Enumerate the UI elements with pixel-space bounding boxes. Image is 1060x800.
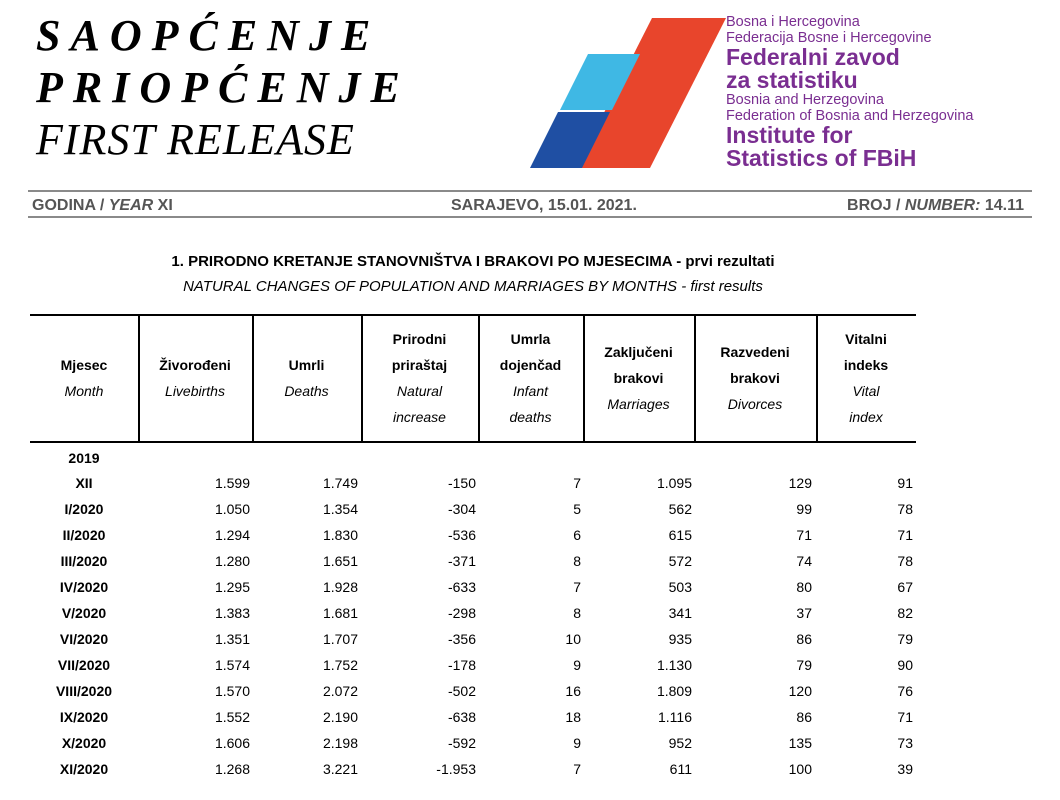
value-cell: 611 xyxy=(669,761,692,777)
logo-line: Federalni zavod xyxy=(726,44,900,70)
value-cell: 1.354 xyxy=(322,501,358,517)
value-cell: 39 xyxy=(897,761,913,777)
column-header xyxy=(816,316,916,440)
value-cell: 1.707 xyxy=(322,631,358,647)
release-title xyxy=(36,10,410,166)
column-header-local: Umrli xyxy=(288,357,325,373)
month-cell: I/2020 xyxy=(64,501,104,517)
logo-line: Bosna i Hercegovina xyxy=(726,14,860,30)
column-header-en: Vital xyxy=(852,383,880,399)
institute-logo-icon xyxy=(520,18,730,168)
table-row xyxy=(30,679,916,705)
table-subtitle: NATURAL CHANGES OF POPULATION AND MARRIAGES BY MONTHS - first results xyxy=(183,278,763,295)
value-cell: 1.752 xyxy=(322,657,358,673)
month-cell: III/2020 xyxy=(60,553,108,569)
month-cell: VII/2020 xyxy=(57,657,111,673)
value-cell: 341 xyxy=(668,605,692,621)
column-header xyxy=(478,316,583,440)
column-header-local: Umrla xyxy=(510,331,551,347)
table-row xyxy=(30,575,916,601)
month-cell: XII xyxy=(75,475,93,491)
value-cell: 71 xyxy=(897,709,913,725)
value-cell: 2.198 xyxy=(322,735,358,751)
year-info: GODINA / YEAR XI xyxy=(32,197,173,214)
month-cell: IV/2020 xyxy=(59,579,109,595)
value-cell: 9 xyxy=(573,735,581,751)
value-cell: 3.221 xyxy=(322,761,358,777)
value-cell: 91 xyxy=(897,475,913,491)
value-cell: 1.383 xyxy=(214,605,250,621)
value-cell: 1.749 xyxy=(322,475,358,491)
column-header-en: Marriages xyxy=(607,396,670,412)
value-cell: 615 xyxy=(668,527,692,543)
value-cell: 76 xyxy=(897,683,913,699)
table-row xyxy=(30,523,916,549)
value-cell: 935 xyxy=(668,631,692,647)
column-header-en: Divorces xyxy=(727,396,783,412)
table-row xyxy=(30,757,916,783)
value-cell: 1.570 xyxy=(214,683,250,699)
value-cell: 1.294 xyxy=(214,527,250,543)
column-header-local: Živorođeni xyxy=(159,357,231,373)
value-cell: 5 xyxy=(573,501,581,517)
column-header-en: Livebirths xyxy=(165,383,225,399)
value-cell: 37 xyxy=(796,605,812,621)
column-header-en: Infant xyxy=(512,383,549,399)
info-bar-top-rule xyxy=(28,190,1032,192)
month-cell: VIII/2020 xyxy=(55,683,113,699)
table-title: 1. PRIRODNO KRETANJE STANOVNIŠTVA I BRAKOVI PO MJESECIMA - prvi rezultati xyxy=(171,253,775,270)
value-cell: 1.651 xyxy=(322,553,358,569)
value-cell: 120 xyxy=(788,683,812,699)
value-cell: -633 xyxy=(447,579,476,595)
value-cell: 952 xyxy=(668,735,692,751)
value-cell: -1.953 xyxy=(436,761,476,777)
logo-line: Statistics of FBiH xyxy=(726,145,917,171)
column-header-en: Month xyxy=(64,383,104,399)
info-bar-bottom-rule xyxy=(28,216,1032,218)
value-cell: 71 xyxy=(897,527,913,543)
column-header-en: increase xyxy=(393,409,446,425)
column-header-local: Razvedeni xyxy=(720,344,790,360)
table-row xyxy=(30,705,916,731)
value-cell: 562 xyxy=(668,501,692,517)
value-cell: 73 xyxy=(897,735,913,751)
value-cell: 10 xyxy=(565,631,581,647)
value-cell: 7 xyxy=(573,475,581,491)
value-cell: 79 xyxy=(796,657,812,673)
column-header-en: deaths xyxy=(509,409,552,425)
column-header-local: priraštaj xyxy=(391,357,448,373)
value-cell: 78 xyxy=(897,553,913,569)
table-row xyxy=(30,549,916,575)
value-cell: 572 xyxy=(668,553,692,569)
month-cell: V/2020 xyxy=(61,605,107,621)
value-cell: -298 xyxy=(447,605,476,621)
release-date: SARAJEVO, 15.01. 2021. xyxy=(451,197,637,214)
value-cell: 80 xyxy=(796,579,812,595)
value-cell: -592 xyxy=(447,735,476,751)
value-cell: 8 xyxy=(573,605,581,621)
value-cell: 99 xyxy=(796,501,812,517)
value-cell: -178 xyxy=(447,657,476,673)
month-cell: VI/2020 xyxy=(59,631,109,647)
column-header-local: brakovi xyxy=(613,370,664,386)
column-header-local: Mjesec xyxy=(60,357,108,373)
value-cell: 90 xyxy=(897,657,913,673)
column-header xyxy=(361,316,478,440)
table-row xyxy=(30,497,916,523)
table-header-rule xyxy=(30,441,916,443)
table-row xyxy=(30,653,916,679)
value-cell: 1.268 xyxy=(214,761,250,777)
column-header-en: index xyxy=(849,409,883,425)
value-cell: 135 xyxy=(788,735,812,751)
value-cell: 16 xyxy=(565,683,581,699)
value-cell: 1.095 xyxy=(656,475,692,491)
column-header-local: Vitalni xyxy=(845,331,887,347)
column-header xyxy=(252,316,361,440)
value-cell: 67 xyxy=(897,579,913,595)
value-cell: 8 xyxy=(573,553,581,569)
month-cell: X/2020 xyxy=(61,735,107,751)
value-cell: 129 xyxy=(788,475,812,491)
title-priopcenje: PRIOPĆENJE xyxy=(36,63,410,112)
value-cell: 1.830 xyxy=(322,527,358,543)
year-group-label: 2019 xyxy=(68,450,100,466)
value-cell: 7 xyxy=(573,761,581,777)
column-header-en: Natural xyxy=(396,383,443,399)
value-cell: 100 xyxy=(788,761,812,777)
table-row xyxy=(30,627,916,653)
value-cell: 1.130 xyxy=(656,657,692,673)
month-cell: II/2020 xyxy=(62,527,106,543)
value-cell: 9 xyxy=(573,657,581,673)
column-header xyxy=(138,316,252,440)
logo-line: za statistiku xyxy=(726,67,858,93)
value-cell: 503 xyxy=(668,579,692,595)
value-cell: 1.599 xyxy=(214,475,250,491)
value-cell: 1.351 xyxy=(214,631,250,647)
value-cell: 1.928 xyxy=(322,579,358,595)
column-header xyxy=(694,316,816,440)
table-row xyxy=(30,731,916,757)
value-cell: 2.072 xyxy=(322,683,358,699)
column-header-local: Zaključeni xyxy=(604,344,673,360)
logo-line: Federation of Bosnia and Herzegovina xyxy=(726,108,974,124)
column-header-local: Prirodni xyxy=(392,331,447,347)
column-header xyxy=(30,316,138,440)
value-cell: -536 xyxy=(447,527,476,543)
value-cell: -502 xyxy=(447,683,476,699)
column-header xyxy=(583,316,694,440)
value-cell: -150 xyxy=(447,475,476,491)
value-cell: 1.295 xyxy=(214,579,250,595)
column-header-local: dojenčad xyxy=(499,357,562,373)
value-cell: 1.116 xyxy=(658,709,692,725)
value-cell: -371 xyxy=(447,553,476,569)
column-header-en: Deaths xyxy=(284,383,329,399)
value-cell: 1.280 xyxy=(214,553,250,569)
value-cell: -638 xyxy=(447,709,476,725)
logo-line: Bosnia and Herzegovina xyxy=(726,92,884,108)
value-cell: 18 xyxy=(565,709,581,725)
value-cell: 86 xyxy=(796,631,812,647)
column-header-local: indeks xyxy=(843,357,889,373)
value-cell: 1.552 xyxy=(214,709,250,725)
month-cell: IX/2020 xyxy=(59,709,109,725)
value-cell: 1.809 xyxy=(656,683,692,699)
value-cell: 1.050 xyxy=(214,501,250,517)
value-cell: 82 xyxy=(897,605,913,621)
value-cell: 6 xyxy=(573,527,581,543)
value-cell: 79 xyxy=(897,631,913,647)
value-cell: 78 xyxy=(897,501,913,517)
table-row xyxy=(30,471,916,497)
release-number: BROJ / NUMBER: 14.11 xyxy=(847,197,1024,214)
value-cell: 1.681 xyxy=(322,605,358,621)
column-header-local: brakovi xyxy=(730,370,780,386)
logo-line: Federacija Bosne i Hercegovine xyxy=(726,30,932,46)
value-cell: 1.574 xyxy=(214,657,250,673)
value-cell: 1.606 xyxy=(214,735,250,751)
value-cell: 71 xyxy=(796,527,812,543)
value-cell: -304 xyxy=(447,501,476,517)
value-cell: 86 xyxy=(796,709,812,725)
institute-logo-text xyxy=(726,14,973,170)
title-first-release: FIRST RELEASE xyxy=(36,115,355,164)
value-cell: -356 xyxy=(447,631,476,647)
logo-line: Institute for xyxy=(726,122,853,148)
value-cell: 2.190 xyxy=(322,709,358,725)
title-saopcenje: SAOPĆENJE xyxy=(36,11,381,60)
month-cell: XI/2020 xyxy=(59,761,109,777)
table-row xyxy=(30,601,916,627)
value-cell: 74 xyxy=(796,553,812,569)
value-cell: 7 xyxy=(573,579,581,595)
